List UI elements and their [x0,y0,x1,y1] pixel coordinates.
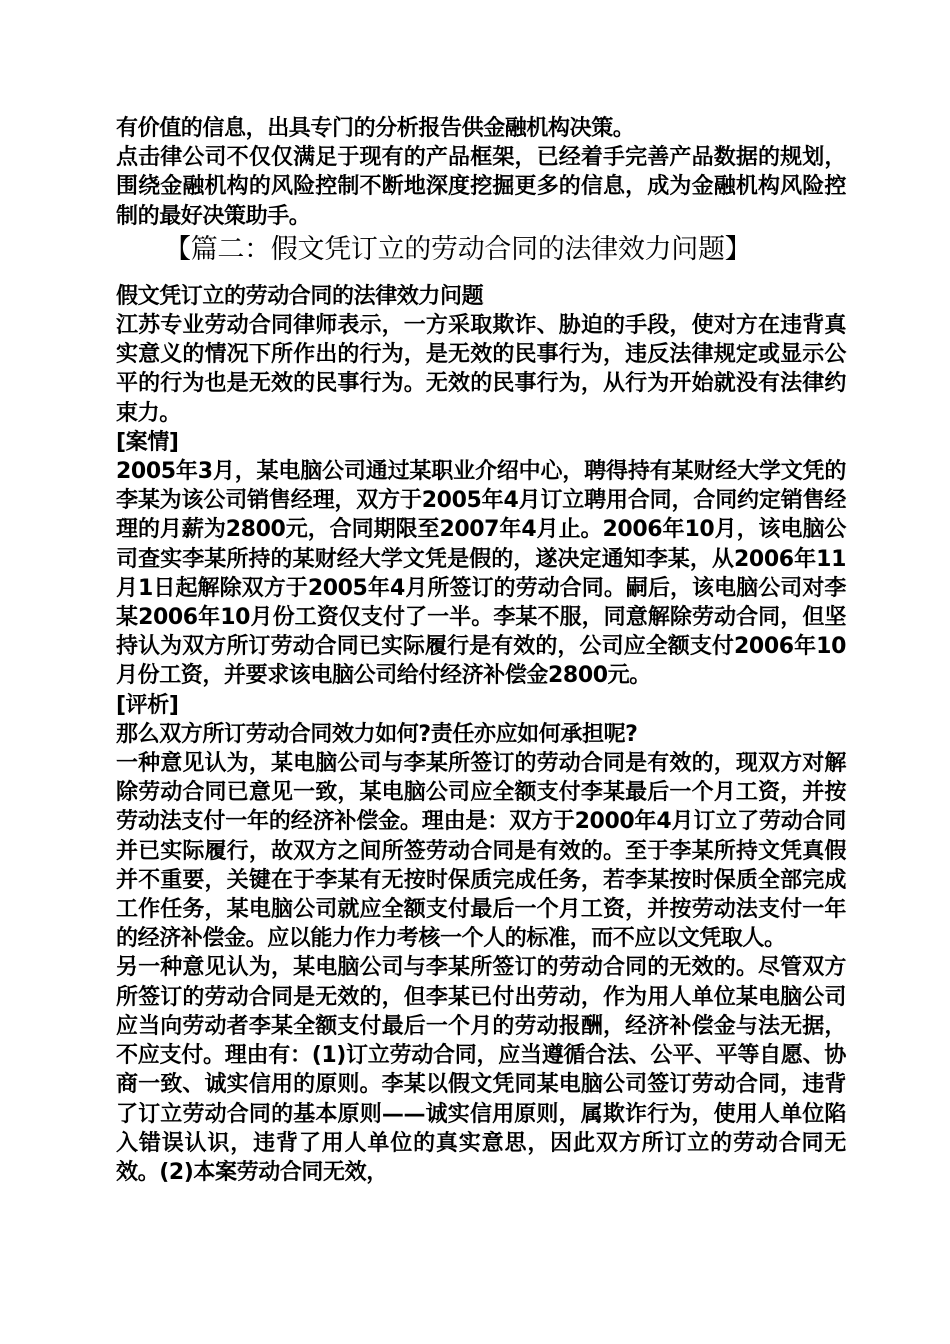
opinion-second: 另一种意见认为，某电脑公司与李某所签订的劳动合同的无效的。尽管双方所签订的劳动合同是无效的，但李某已付出劳动，作为用人单位某电脑公司应当向劳动者李某全额支付最后一个月的劳动报酬，经济补偿金与法无据，不应支付。理由有：(1)订立劳动合同，应当遵循合法、公平、平等自愿、协商一致、诚实信用的原则。李某以假文凭同某电脑公司签订劳动合同，违背了订立劳动合同的基本原则——诚实信用原则，属欺诈行为，使用人单位陷入错误认识，违背了用人单位的真实意思，因此双方所订立的劳动合同无效。(2)本案劳动合同无效， [116,955,846,1185]
section-title: 【篇二：假文凭订立的劳动合同的法律效力问题】 [164,233,752,265]
article-title: 假文凭订立的劳动合同的法律效力问题 [116,283,484,309]
article-intro: 江苏专业劳动合同律师表示，一方采取欺诈、胁迫的手段，使对方在违背真实意义的情况下所作出的行为，是无效的民事行为，违反法律规定或显示公平的行为也是无效的民事行为。无效的民事行为，从行为开始就没有法律约束力。 [116,313,846,426]
case-text: 2005年3月，某电脑公司通过某职业介绍中心，聘得持有某财经大学文凭的李某为该公司销售经理，双方于2005年4月订立聘用合同，合同约定销售经理的月薪为2800元，合同期限至2007年4月止。2006年10月，该电脑公司查实李某所持的某财经大学文凭是假的，遂决定通知李某，从2006年11月1日起解除双方于2005年4月所签订的劳动合同。嗣后，该电脑公司对李某2006年10月份工资仅支付了一半。李某不服，同意解除劳动合同，但坚持认为双方所订劳动合同已实际履行是有效的，公司应全额支付2006年10月份工资，并要求该电脑公司给付经济补偿金2800元。 [116,459,846,689]
document-page [116,114,846,1187]
analysis-question: 那么双方所订劳动合同效力如何?责任亦应如何承担呢? [116,721,638,747]
paragraph-top-2: 点击律公司不仅仅满足于现有的产品框架，已经着手完善产品数据的规划，围绕金融机构的风险控制不断地深度挖掘更多的信息，成为金融机构风险控制的最好决策助手。 [116,145,846,229]
analysis-label: [评析] [116,692,179,718]
case-label: [案情] [116,429,179,455]
opinion-first: 一种意见认为，某电脑公司与李某所签订的劳动合同是有效的，现双方对解除劳动合同已意见一致，某电脑公司应全额支付李某最后一个月工资，并按劳动法支付一年的经济补偿金。理由是：双方于2000年4月订立了劳动合同并已实际履行，故双方之间所签劳动合同是有效的。至于李某所持文凭真假并不重要，关键在于李某有无按时保质完成任务，若李某按时保质全部完成工作任务，某电脑公司就应全额支付最后一个月工资，并按劳动法支付一年的经济补偿金。应以能力作力考核一个人的标准，而不应以文凭取人。 [116,751,846,952]
paragraph-top-1: 有价值的信息，出具专门的分析报告供金融机构决策。 [116,116,635,141]
